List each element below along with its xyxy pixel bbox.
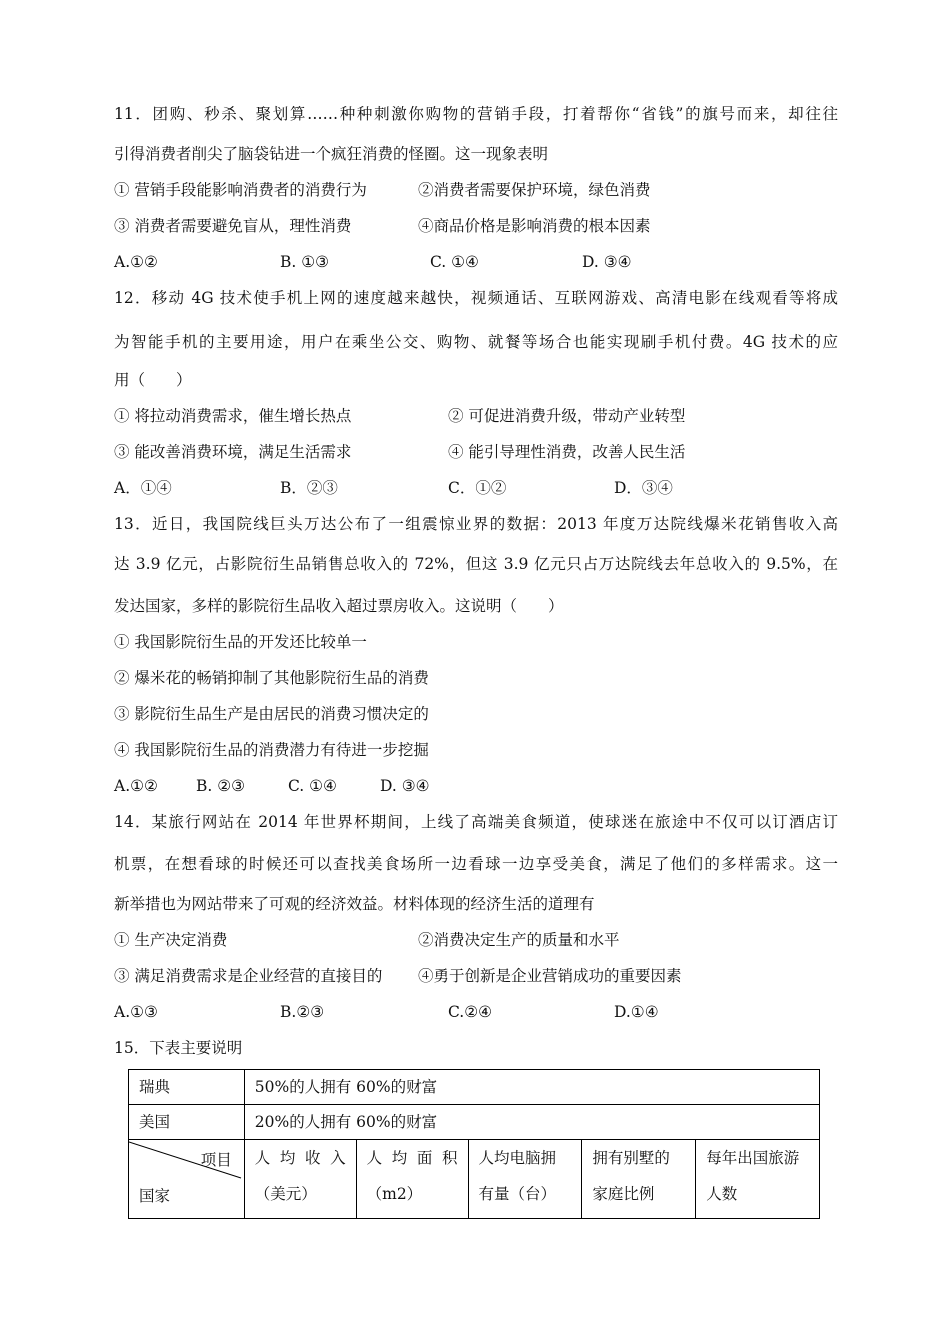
q11-option-4: ④商品价格是影响消费的根本因素 (418, 217, 651, 235)
header-line: 家庭比例 (592, 1185, 655, 1203)
header-line: 每年出国旅游 (706, 1149, 800, 1167)
q14-stem-line2: 机票，在想看球的时候还可以查找美食场所一边看球一边享受美食，满足了他们的多样需求。这一 (114, 855, 838, 873)
q12-option-1: ① 将拉动消费需求，催生增长热点 (114, 407, 352, 425)
q13-choice-d: D. ③④ (380, 777, 430, 795)
q13-option-3: ③ 影院衍生品生产是由居民的消费习惯决定的 (114, 705, 429, 723)
q12-stem-line1: 12．移动 4G 技术使手机上网的速度越来越快，视频通话、互联网游戏、高清电影在线观看等将成 (114, 289, 838, 307)
header-villa-ownership (582, 1140, 696, 1219)
header-line: 人 均 面 积 (366, 1149, 458, 1167)
corner-label-item: 项目 (200, 1151, 232, 1169)
q11-option-1: ① 营销手段能影响消费者的消费行为 (114, 181, 367, 199)
q12-stem-line3: 用（ ） (114, 371, 192, 389)
q13-choice-c: C. ①④ (288, 777, 337, 795)
q14-choice-a: A.①③ (114, 1003, 158, 1021)
q13-option-2: ② 爆米花的畅销抑制了其他影院衍生品的消费 (114, 669, 429, 687)
q13-option-4: ④ 我国影院衍生品的消费潜力有待进一步挖掘 (114, 741, 429, 759)
header-line: 人数 (706, 1185, 738, 1203)
q13-stem-line3: 发达国家，多样的影院衍生品收入超过票房收入。这说明（ ） (114, 597, 564, 615)
diagonal-divider (129, 1140, 245, 1220)
q11-option-3: ③ 消费者需要避免盲从，理性消费 (114, 217, 352, 235)
header-per-capita-area (356, 1140, 468, 1219)
q14-stem-line3: 新举措也为网站带来了可观的经济效益。材料体现的经济生活的道理有 (114, 895, 595, 913)
table-corner-cell (129, 1140, 245, 1219)
header-per-capita-income (244, 1140, 356, 1219)
q14-option-3: ③ 满足消费需求是企业经营的直接目的 (114, 967, 383, 985)
table-row-sweden (129, 1070, 820, 1105)
table-cell-country: 瑞典 (129, 1070, 245, 1105)
q14-option-1: ① 生产决定消费 (114, 931, 228, 949)
q15-table (128, 1069, 820, 1219)
table-row-usa (129, 1105, 820, 1140)
q12-option-4: ④ 能引导理性消费，改善人民生活 (448, 443, 686, 461)
q12-option-2: ② 可促进消费升级，带动产业转型 (448, 407, 686, 425)
q14-choice-b: B.②③ (280, 1003, 325, 1021)
header-line: 拥有别墅的 (592, 1149, 670, 1167)
q11-stem-line1: 11．团购、秒杀、聚划算……种种刺激你购物的营销手段，打着帮你“省钱”的旗号而来，却往往 (114, 105, 838, 123)
q12-choice-b: B．②③ (280, 479, 338, 497)
q14-choice-c: C.②④ (448, 1003, 493, 1021)
q14-choice-d: D.①④ (614, 1003, 659, 1021)
header-outbound-travel (696, 1140, 820, 1219)
q13-choice-a: A.①② (114, 777, 158, 795)
q15-stem: 15．下表主要说明 (114, 1039, 243, 1057)
q13-stem-line1: 13．近日，我国院线巨头万达公布了一组震惊业界的数据：2013 年度万达院线爆米花销售收入高 (114, 515, 838, 533)
corner-label-country: 国家 (139, 1187, 171, 1205)
header-line: 人均电脑拥 (478, 1149, 557, 1167)
q12-choice-c: C．①② (448, 479, 507, 497)
table-header-row (129, 1140, 820, 1219)
q13-option-1: ① 我国影院衍生品的开发还比较单一 (114, 633, 367, 651)
q11-option-2: ②消费者需要保护环境，绿色消费 (418, 181, 651, 199)
header-line: 人 均 收 入 (254, 1149, 346, 1167)
q13-stem-line2: 达 3.9 亿元，占影院衍生品销售总收入的 72%，但这 3.9 亿元只占万达院线去年总收入的 9.5%，在 (114, 555, 838, 573)
table-cell-description: 50%的人拥有 60%的财富 (244, 1070, 819, 1105)
q13-choice-b: B. ②③ (196, 777, 246, 795)
q14-option-4: ④勇于创新是企业营销成功的重要因素 (418, 967, 682, 985)
q11-choice-b: B. ①③ (280, 253, 330, 271)
header-line: （m2） (366, 1185, 423, 1203)
table-cell-description: 20%的人拥有 60%的财富 (244, 1105, 819, 1140)
header-line: 有量（台） (478, 1185, 557, 1203)
table-cell-country: 美国 (129, 1105, 245, 1140)
header-computers-per-capita (468, 1140, 582, 1219)
q11-choice-d: D. ③④ (582, 253, 632, 271)
q11-stem-line2: 引得消费者削尖了脑袋钻进一个疯狂消费的怪圈。这一现象表明 (114, 145, 549, 163)
q12-stem-line2: 为智能手机的主要用途，用户在乘坐公交、购物、就餐等场合也能实现刷手机付费。4G 技术的应 (114, 333, 838, 351)
q11-choice-c: C. ①④ (430, 253, 479, 271)
q11-choice-a: A.①② (114, 253, 158, 271)
q12-choice-a: A．①④ (114, 479, 172, 497)
q12-option-3: ③ 能改善消费环境，满足生活需求 (114, 443, 352, 461)
q14-stem-line1: 14．某旅行网站在 2014 年世界杯期间，上线了高端美食频道，使球迷在旅途中不仅可以订酒店订 (114, 813, 838, 831)
q12-choice-d: D．③④ (614, 479, 673, 497)
header-line: （美元） (254, 1185, 317, 1203)
q14-option-2: ②消费决定生产的质量和水平 (418, 931, 620, 949)
